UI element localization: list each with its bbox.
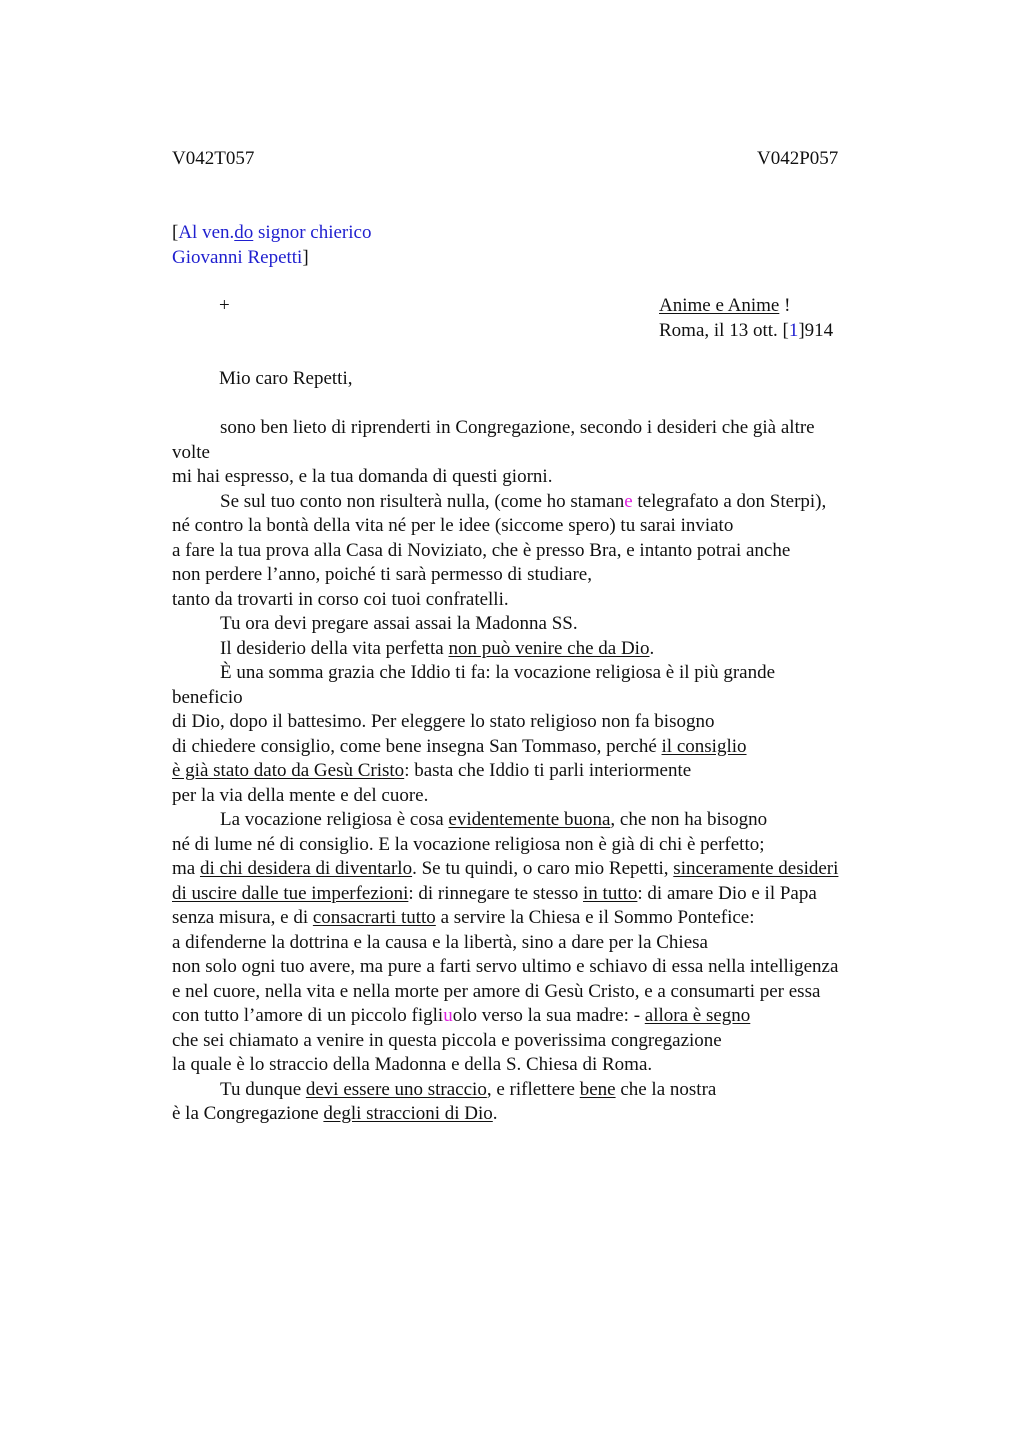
body-line	[172, 1004, 932, 1029]
underlined-text: consacrarti tutto	[312, 907, 436, 928]
body-line	[172, 588, 932, 613]
salutation: Mio caro Repetti,	[219, 368, 353, 389]
underlined-text: il consiglio	[661, 735, 747, 757]
text: per la via della mente e del cuore.	[172, 784, 429, 806]
text: . Se tu quindi, o caro mio Repetti,	[412, 858, 674, 879]
text: , che non ha bisogno	[610, 809, 768, 830]
motto-dateline-block	[659, 294, 833, 343]
addressee-line-2	[172, 246, 371, 271]
text: : basta che Iddio ti parli interiormente	[404, 760, 692, 781]
body-line	[172, 1102, 932, 1127]
body-line	[172, 612, 932, 637]
text: e nel cuore, nella vita e nella morte per amore di Gesù Cristo, e a consumarti per essa	[172, 980, 821, 1002]
text: né di lume né di consiglio. E la vocazione religiosa non è già di chi è perfetto;	[172, 833, 765, 855]
text: : di amare Dio e il Papa	[637, 882, 817, 904]
underlined-text: in tutto	[583, 882, 638, 904]
text: non perdere l’anno, poiché ti sarà permesso di studiare,	[172, 564, 592, 585]
body-line	[172, 833, 932, 858]
body-line	[172, 490, 932, 515]
text: Tu ora devi pregare assai assai la Madonna SS.	[220, 613, 578, 634]
motto-suffix: !	[779, 295, 791, 316]
body-line	[172, 563, 932, 588]
left-reference-code: V042T057	[172, 148, 255, 169]
body-line	[172, 955, 932, 980]
body-line	[172, 882, 932, 907]
body-line	[172, 931, 932, 956]
addressee-block	[172, 221, 371, 270]
dateline-start: Roma, il 13 ott. [	[659, 319, 789, 341]
dateline-editorial-digit: 1	[788, 319, 799, 341]
text: a servire la Chiesa e il Sommo Pontefice:	[435, 907, 755, 928]
correction-mark: e	[624, 490, 633, 512]
text: di chiedere consiglio, come bene insegna San Tommaso, perché	[172, 735, 662, 757]
body-line	[172, 710, 932, 735]
body-line	[172, 441, 932, 466]
underlined-text: degli straccioni di Dio	[323, 1103, 493, 1124]
underlined-text: di uscire dalle tue imperfezioni	[172, 882, 409, 904]
text: che sei chiamato a venire in questa piccola e poverissima congregazione	[172, 1029, 722, 1051]
body-line	[172, 735, 932, 760]
addressee-line-1	[172, 221, 371, 246]
motto-text: Anime e Anime	[659, 295, 780, 316]
body-line	[172, 784, 932, 809]
body-line	[172, 1029, 932, 1054]
text: La vocazione religiosa è cosa	[220, 809, 449, 830]
text: mi hai espresso, e la tua domanda di questi giorni.	[172, 466, 553, 487]
body-line	[172, 465, 932, 490]
text: ma	[172, 858, 200, 879]
text: che la nostra	[615, 1078, 717, 1100]
text: .	[492, 1103, 498, 1124]
body-line	[172, 808, 932, 833]
addressee-abbrev: do	[234, 222, 254, 243]
text: volte	[172, 441, 210, 463]
body-line	[172, 539, 932, 564]
text: è la Congregazione	[172, 1103, 324, 1124]
open-bracket: [	[172, 222, 179, 243]
text: a fare la tua prova alla Casa di Noviziato, che è presso Bra, e intanto potrai anche	[172, 539, 791, 561]
body-line	[172, 1053, 932, 1078]
cross-symbol: +	[219, 295, 230, 316]
underlined-text: devi essere uno straccio	[305, 1078, 487, 1100]
letter-body	[172, 416, 932, 1127]
text: né contro la bontà della vita né per le idee (siccome spero) tu sarai inviato	[172, 515, 734, 536]
body-line	[172, 686, 932, 711]
addressee-role: signor chierico	[253, 222, 372, 243]
right-reference-code: V042P057	[757, 148, 839, 169]
text: senza misura, e di	[172, 907, 313, 928]
text: tanto da trovarti in corso coi tuoi confratelli.	[172, 588, 509, 610]
body-line	[172, 759, 932, 784]
close-bracket: ]	[302, 246, 309, 268]
underlined-text: di chi desidera di diventarlo	[199, 858, 413, 879]
body-line	[172, 637, 932, 662]
text: Se sul tuo conto non risulterà nulla, (come ho staman	[220, 490, 625, 512]
dateline	[659, 319, 833, 344]
underlined-text: è già stato dato da Gesù Cristo	[172, 760, 405, 781]
addressee-title: Al ven.	[178, 222, 235, 243]
text: olo verso la sua madre: -	[452, 1005, 645, 1026]
text: beneficio	[172, 686, 243, 708]
text: la quale è lo straccio della Madonna e della S. Chiesa di Roma.	[172, 1054, 653, 1075]
text: .	[649, 637, 655, 659]
body-line	[172, 416, 932, 441]
text: : di rinnegare te stesso	[408, 882, 584, 904]
underlined-text: non può venire che da Dio	[448, 637, 650, 659]
underlined-text: sinceramente desideri	[673, 858, 839, 879]
correction-mark: u	[443, 1005, 453, 1026]
underlined-text: allora è segno	[644, 1005, 751, 1026]
text: non solo ogni tuo avere, ma pure a farti servo ultimo e schiavo di essa nella intelligenza	[172, 956, 839, 977]
text: Il desiderio della vita perfetta	[220, 637, 449, 659]
body-line	[172, 980, 932, 1005]
underlined-text: evidentemente buona	[448, 809, 611, 830]
text: con tutto l’amore di un piccolo figli	[172, 1005, 444, 1026]
body-line	[172, 1078, 932, 1103]
text: sono ben lieto di riprenderti in Congregazione, secondo i desideri che già altre	[220, 417, 815, 438]
text: di Dio, dopo il battesimo. Per eleggere lo stato religioso non fa bisogno	[172, 711, 715, 732]
motto	[659, 294, 833, 319]
body-line	[172, 661, 932, 686]
dateline-end: ]914	[798, 319, 834, 341]
body-line	[172, 906, 932, 931]
body-line	[172, 857, 932, 882]
text: Tu dunque	[220, 1078, 306, 1100]
text: a difenderne la dottrina e la causa e la libertà, sino a dare per la Chiesa	[172, 931, 708, 953]
underlined-text: bene	[579, 1078, 616, 1100]
text: , e riflettere	[486, 1078, 580, 1100]
text: telegrafato a don Sterpi),	[632, 490, 827, 512]
body-line	[172, 514, 932, 539]
addressee-name: Giovanni Repetti	[172, 246, 303, 268]
text: È una somma grazia che Iddio ti fa: la vocazione religiosa è il più grande	[220, 662, 776, 683]
